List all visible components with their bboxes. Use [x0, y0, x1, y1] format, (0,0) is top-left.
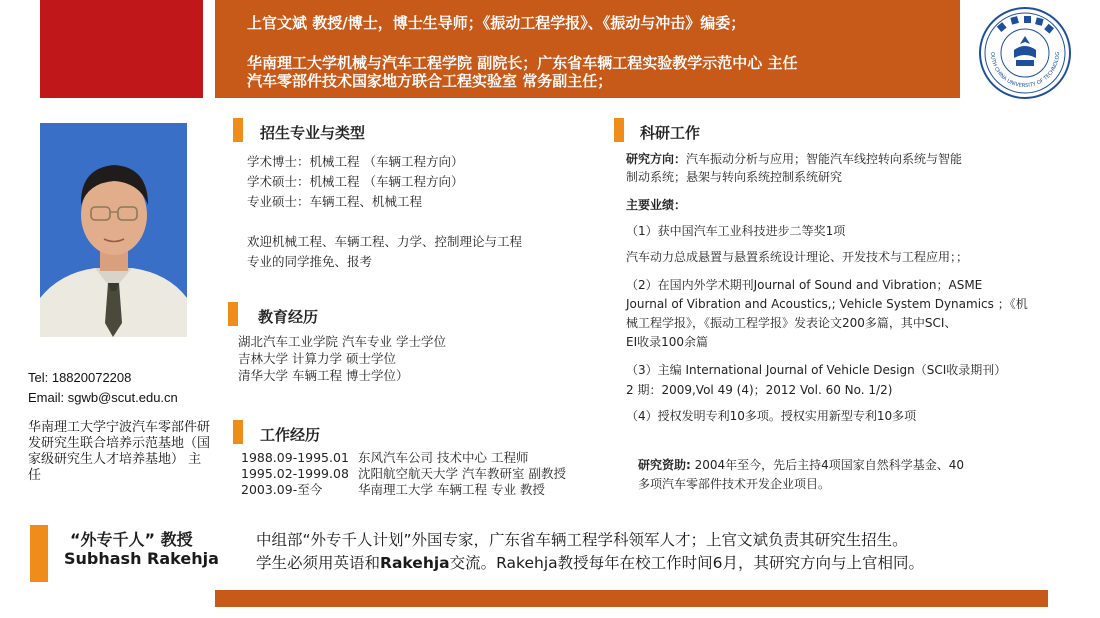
research-title: 科研工作: [640, 124, 701, 142]
admission-list: [247, 152, 463, 212]
work-period: 1995.02-1999.08: [241, 466, 349, 481]
education-item: 吉林大学 计算力学 硕士学位: [238, 351, 396, 366]
work-desc: 华南理工大学 车辆工程 专业 教授: [358, 482, 545, 497]
education-list: [238, 333, 446, 384]
desc2-part-b: Rakehja: [380, 554, 450, 572]
funding-label: 研究资助:: [638, 458, 691, 472]
research-direction-line-1: [626, 151, 962, 168]
work-desc: 东风汽车公司 技术中心 工程师: [358, 450, 529, 465]
achievement-3-line-1: （3）主编 International Journal of Vehicle Design（SCI收录期刊）: [626, 363, 1007, 377]
education-title: 教育经历: [258, 308, 319, 326]
admission-item: 学术硕士：机械工程 （车辆工程方向）: [247, 174, 464, 189]
contact-email[interactable]: Email: sgwb@scut.edu.cn: [28, 390, 178, 405]
achievement-1: （1）获中国汽车工业科技进步二等奖1项: [626, 224, 846, 238]
header-line-2: 华南理工大学机械与汽车工程学院 副院长；广东省车辆工程实验教学示范中心 主任: [247, 54, 798, 72]
bottom-accent-bar: [30, 525, 48, 582]
achievement-2-line-1: （2）在国内外学术期刊Journal of Sound and Vibration；ASME: [626, 278, 983, 292]
research-accent-bar: [614, 118, 624, 142]
education-item: 清华大学 车辆工程 博士学位）: [238, 368, 409, 383]
seal-text: OUTH CHINA UNIVERSITY OF TECHNOLOG: [988, 51, 1062, 90]
foreign-expert-desc-2: [256, 551, 924, 573]
admission-welcome-2: 专业的同学推免、报考: [247, 254, 373, 269]
funding-line-1: [638, 457, 964, 474]
funding-text: 2004年至今，先后主持4项国家自然科学基金、40: [690, 458, 965, 472]
education-item: 湖北汽车工业学院 汽车专业 学士学位: [238, 334, 446, 349]
desc2-part-c: 交流。Rakehja教授每年在校工作时间6月，其研究方向与上官相同。: [449, 554, 925, 572]
achievement-2-line-2: Journal of Vibration and Acoustics,; Vehicle System Dynamics ；《机: [626, 297, 1028, 311]
header-line-1: 上官文斌 教授/博士，博士生导师；《振动工程学报》、《振动与冲击》编委；: [247, 14, 746, 32]
admission-item: 专业硕士：车辆工程、机械工程: [247, 194, 423, 209]
work-accent-bar: [233, 420, 243, 444]
achievement-4: （4）授权发明专利10多项。授权实用新型专利10多项: [626, 409, 917, 423]
contact-note: 华南理工大学宁波汽车零部件研发研究生联合培养示范基地（国家级研究生人才培养基地） 主任: [28, 420, 211, 483]
achievement-3-line-2: 2 期：2009,Vol 49 (4)；2012 Vol. 60 No. 1/2): [626, 383, 893, 397]
admission-title: 招生专业与类型: [260, 124, 366, 142]
research-direction-text: 汽车振动分析与应用；智能汽车线控转向系统与智能: [686, 152, 963, 166]
professor-portrait: [40, 123, 187, 337]
header-line-3: 汽车零部件技术国家地方联合工程实验室 常务副主任；: [247, 72, 613, 90]
admission-welcome-1: 欢迎机械工程、车辆工程、力学、控制理论与工程: [247, 234, 523, 249]
work-period: 2003.09-至今: [241, 482, 323, 497]
achievement-2-line-4: EI收录100余篇: [626, 335, 709, 349]
education-accent-bar: [228, 302, 238, 326]
research-direction-label: 研究方向：: [626, 152, 687, 166]
funding-line-2: 多项汽车零部件技术开发企业项目。: [638, 477, 831, 491]
header-banner: [215, 0, 960, 98]
achievement-2-line-3: 械工程学报》，《振动工程学报》发表论文200多篇，其中SCI、: [626, 316, 957, 330]
footer-bar: [215, 590, 1048, 607]
achievement-1-detail: 汽车动力总成悬置与悬置系统设计理论、开发技术与工程应用；；: [626, 250, 969, 264]
work-period: 1988.09-1995.01: [241, 450, 349, 465]
research-direction-line-2: 制动系统；悬架与转向系统控制系统研究: [626, 170, 843, 184]
foreign-expert-name: Subhash Rakehja: [64, 549, 219, 568]
work-desc: 沈阳航空航天大学 汽车教研室 副教授: [358, 466, 566, 481]
admission-item: 学术博士：机械工程 （车辆工程方向）: [247, 154, 464, 169]
university-seal-logo: [978, 6, 1072, 100]
header-red-block: [40, 0, 203, 98]
work-title: 工作经历: [260, 426, 321, 444]
achievements-label: 主要业绩：: [626, 198, 687, 212]
foreign-expert-desc-1: 中组部“外专千人计划”外国专家，广东省车辆工程学科领军人才；上官文斌负责其研究生招生。: [256, 531, 908, 549]
admission-accent-bar: [233, 118, 243, 142]
desc2-part-a: 学生必须用英语和: [256, 554, 381, 572]
foreign-expert-title: “外专千人” 教授: [70, 530, 193, 549]
contact-tel: Tel: 18820072208: [28, 370, 132, 385]
